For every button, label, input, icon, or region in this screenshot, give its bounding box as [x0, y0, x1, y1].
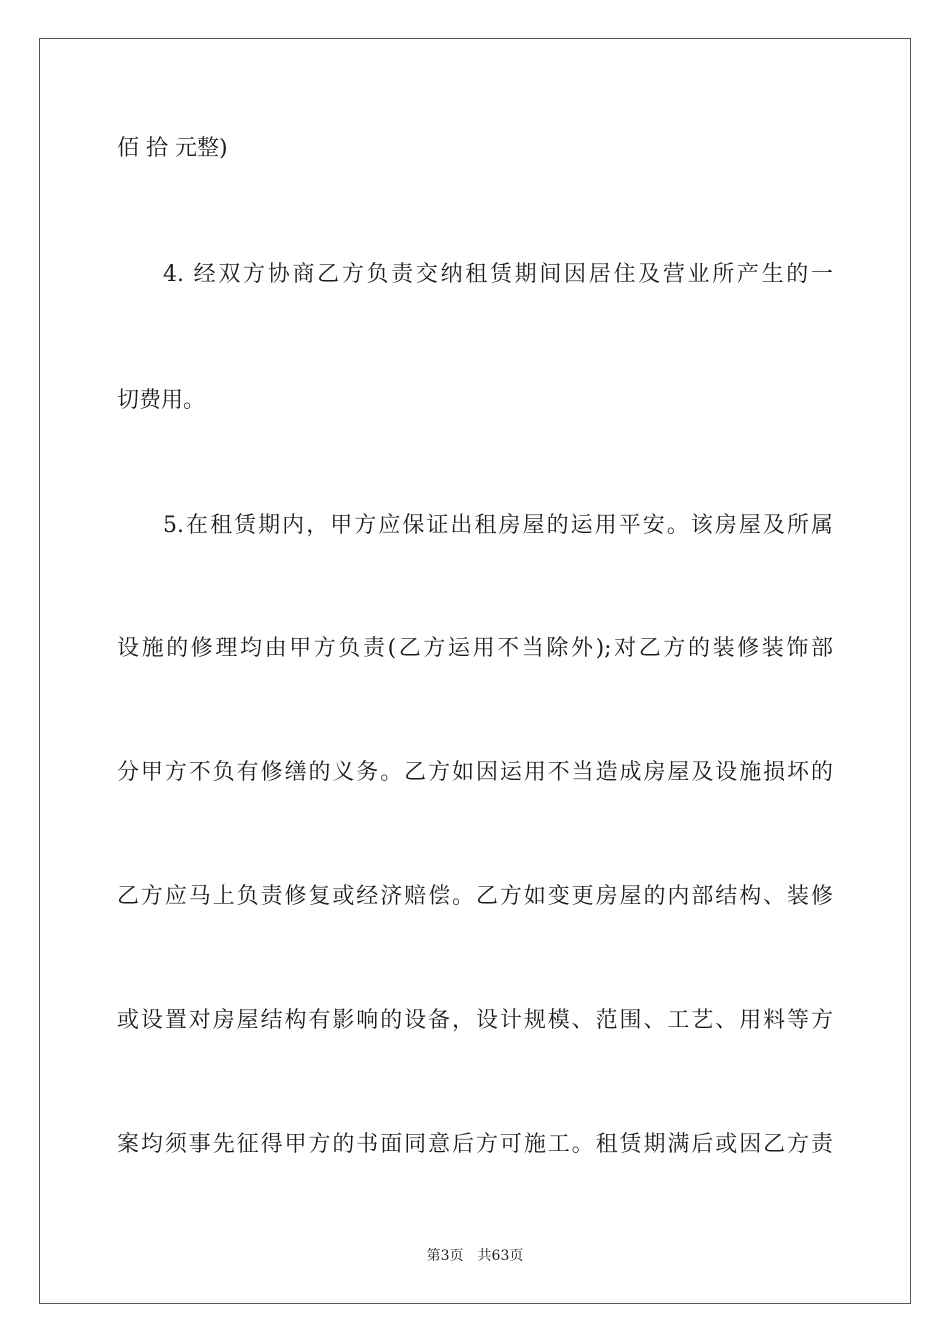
text-line-1: 佰 拾 元整) — [117, 136, 228, 161]
text-line-4: 5.在租赁期内，甲方应保证出租房屋的运用平安。该房屋及所属 — [163, 513, 833, 538]
page-number: 第3页 — [426, 1248, 464, 1264]
text-line-8: 或设置对房屋结构有影响的设备，设计规模、范围、工艺、用料等方 — [117, 1008, 833, 1033]
text-line-7: 乙方应马上负责修复或经济赔偿。乙方如变更房屋的内部结构、装修 — [117, 884, 833, 909]
text-line-3: 切费用。 — [117, 388, 206, 413]
page-total: 共63页 — [477, 1248, 524, 1264]
text-line-5: 设施的修理均由甲方负责(乙方运用不当除外);对乙方的装修装饰部 — [117, 636, 833, 661]
page-footer — [0, 1247, 950, 1265]
text-line-6: 分甲方不负有修缮的义务。乙方如因运用不当造成房屋及设施损坏的 — [117, 760, 833, 785]
text-line-2: 4. 经双方协商乙方负责交纳租赁期间因居住及营业所产生的一 — [163, 262, 833, 287]
text-line-9: 案均须事先征得甲方的书面同意后方可施工。租赁期满后或因乙方责 — [117, 1132, 833, 1157]
page-border — [39, 38, 911, 1304]
